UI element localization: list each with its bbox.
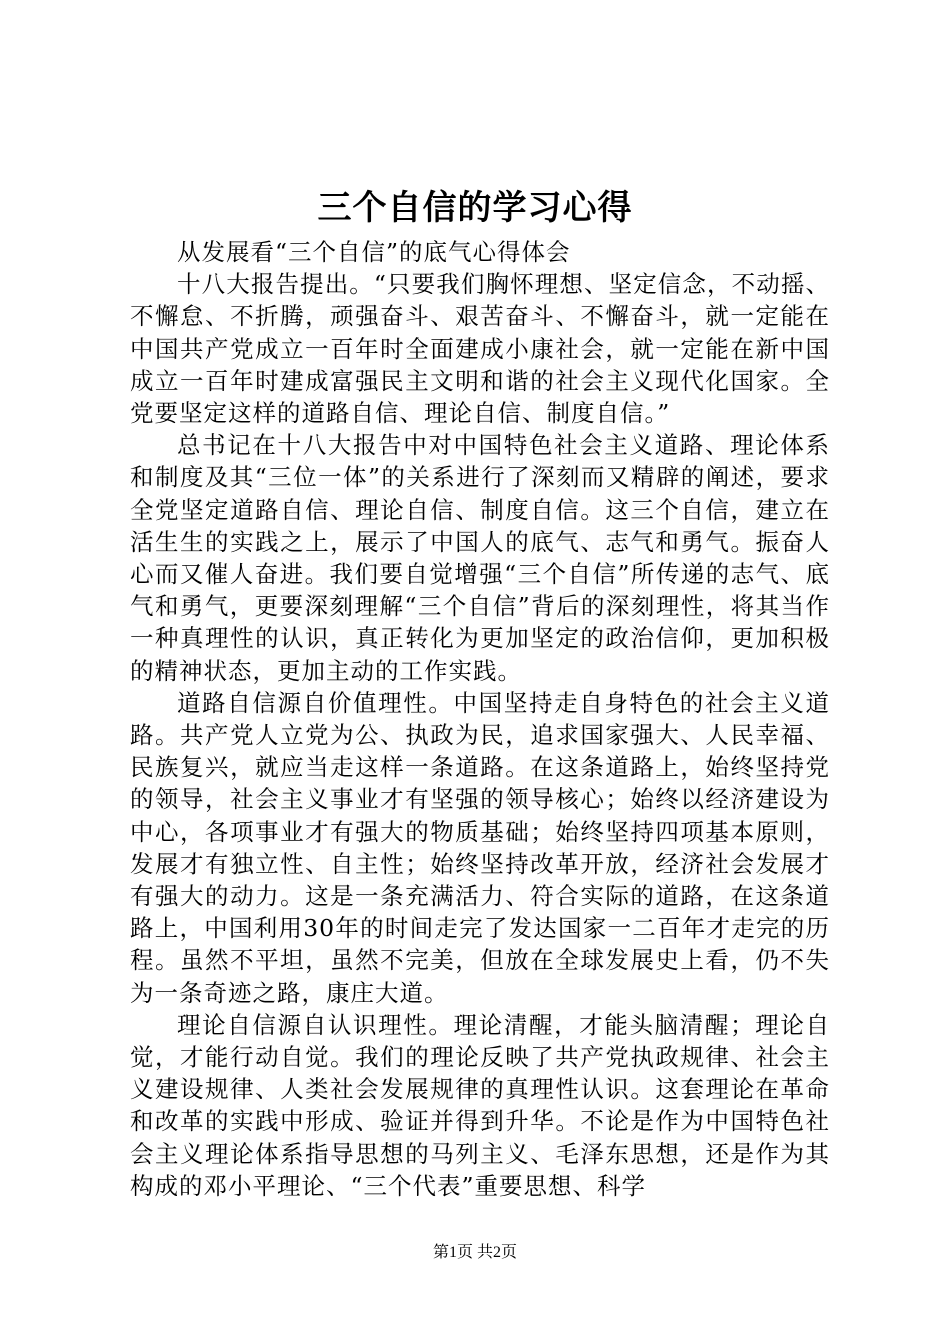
paragraph-report-quote: 十八大报告提出。“只要我们胸怀理想、坚定信念，不动摇、不懈怠、不折腾，顽强奋斗、艰苦奋斗、不懈奋斗，就一定能在中国共产党成立一百年时全面建成小康社会，就一定能在新中国成立一百年时建成富强民主文明和谐的社会主义现代化国家。全党要坚定这样的道路自信、理论自信、制度自信。”: [130, 270, 830, 428]
paragraph-road-confidence: 道路自信源自价值理性。中国坚持走自身特色的社会主义道路。共产党人立党为公、执政为民，追求国家强大、人民幸福、民族复兴，就应当走这样一条道路。在这条道路上，始终坚持党的领导，社会主义事业才有坚强的领导核心；始终以经济建设为中心，各项事业才有强大的物质基础；始终坚持四项基本原则，发展才有独立性、自主性；始终坚持改革开放，经济社会发展才有强大的动力。这是一条充满活力、符合实际的道路，在这条道路上，中国利用30年的时间走完了发达国家一二百年才走完的历程。虽然不平坦，虽然不完美，但放在全球发展史上看，仍不失为一条奇迹之路，康庄大道。: [130, 688, 830, 1007]
paragraph-theory-confidence: 理论自信源自认识理性。理论清醒，才能头脑清醒；理论自觉，才能行动自觉。我们的理论反映了共产党执政规律、社会主义建设规律、人类社会发展规律的真理性认识。这套理论在革命和改革的实践中形成、验证并得到升华。不论是作为中国特色社会主义理论体系指导思想的马列主义、毛泽东思想，还是作为其构成的邓小平理论、“三个代表”重要思想、科学: [130, 1010, 830, 1200]
paragraph-three-confidences: 总书记在十八大报告中对中国特色社会主义道路、理论体系和制度及其“三位一体”的关系进行了深刻而又精辟的阐述，要求全党坚定道路自信、理论自信、制度自信。这三个自信，建立在活生生的实践之上，展示了中国人的底气、志气和勇气。振奋人心而又催人奋进。我们要自觉增强“三个自信”所传递的志气、底气和勇气，更要深刻理解“三个自信”背后的深刻理性，将其当作一种真理性的认识，真正转化为更加坚定的政治信仰，更加积极的精神状态，更加主动的工作实践。: [130, 431, 830, 685]
subtitle-paragraph: 从发展看“三个自信”的底气心得体会: [177, 238, 571, 266]
page-number-footer: 第1页 共2页: [432, 1244, 517, 1261]
document-title: 三个自信的学习心得: [317, 188, 633, 228]
document-body: [130, 236, 830, 1202]
